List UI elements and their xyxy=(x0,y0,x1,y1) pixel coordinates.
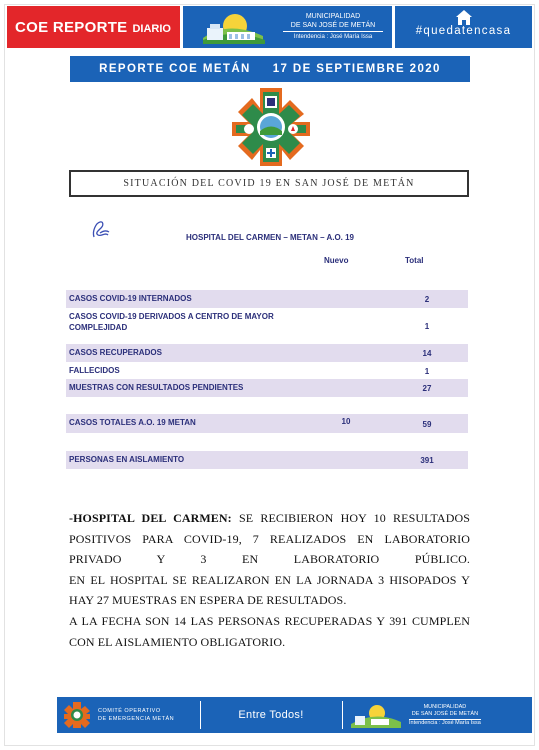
report-title: REPORTE COE METÁN xyxy=(99,63,251,75)
report-title-bar xyxy=(70,56,470,82)
row-total: 14 xyxy=(422,349,432,358)
hashtag-banner xyxy=(395,6,532,48)
footer-muni-line1: MUNICIPALIDAD xyxy=(423,703,467,710)
row-new: 10 xyxy=(341,417,351,426)
coe-emblem-logo xyxy=(230,86,312,168)
hashtag-text: #quedatencasa xyxy=(415,25,512,37)
row-total: 1 xyxy=(424,322,430,331)
row-label: CASOS TOTALES A.O. 19 METAN xyxy=(69,418,196,427)
footer-banner xyxy=(57,697,532,733)
report-date: 17 DE SEPTIEMBRE 2020 xyxy=(272,63,441,75)
row-total: 391 xyxy=(420,456,434,465)
footer-coe-line1: COMITÉ OPERATIVO xyxy=(98,708,161,714)
row-label: CASOS COVID-19 INTERNADOS xyxy=(69,294,192,303)
row-total: 59 xyxy=(422,420,432,429)
body-paragraph-2: EN EL HOSPITAL SE REALIZARON EN LA JORNADA 3 HISOPADOS Y HAY 27 MUESTRAS EN ESPERA DE RESULTADOS. xyxy=(69,572,470,608)
coe-report-banner xyxy=(7,6,180,48)
footer-coe-line2: DE EMERGENCIA METÁN xyxy=(98,716,175,722)
row-total: 27 xyxy=(422,384,432,393)
row-label: MUESTRAS CON RESULTADOS PENDIENTES xyxy=(69,383,244,392)
body-paragraph-3: A LA FECHA SON 14 LAS PERSONAS RECUPERADAS Y 391 CUMPLEN CON EL AISLAMIENTO OBLIGATORIO. xyxy=(69,613,470,649)
table-row xyxy=(66,451,468,469)
footer-slogan: Entre Todos! xyxy=(238,709,304,721)
table-row xyxy=(66,308,468,344)
row-label: CASOS RECUPERADOS xyxy=(69,348,162,357)
body-paragraph-1: SE RECIBIERON HOY 10 RESULTADOS POSITIVOS PARA COVID-19, 7 REALIZADOS EN LABORATORIO PRIVADO Y 3 EN LABORATORIO PÚBLICO. xyxy=(69,511,470,567)
row-total: 2 xyxy=(424,295,430,304)
footer-muni-line3: Intendencia : José María Issa xyxy=(409,719,481,726)
body-lead: -HOSPITAL DEL CARMEN: xyxy=(69,511,232,525)
municipality-logo xyxy=(183,6,283,48)
municipality-name-line1: MUNICIPALIDAD xyxy=(305,13,361,20)
coe-subtitle: DIARIO xyxy=(132,22,171,35)
coe-title: COE REPORTE xyxy=(15,18,128,36)
table-row xyxy=(66,414,468,433)
municipality-banner xyxy=(183,6,392,48)
table-row xyxy=(66,379,468,397)
row-total: 1 xyxy=(424,367,430,376)
row-label: PERSONAS EN AISLAMIENTO xyxy=(69,455,185,464)
hospital-heading: HOSPITAL DEL CARMEN – METAN – A.O. 19 xyxy=(185,233,355,242)
report-body xyxy=(69,508,470,652)
coe-emblem-small-icon xyxy=(63,701,91,729)
row-label: FALLECIDOS xyxy=(69,366,120,375)
municipality-logo-small xyxy=(347,700,405,730)
municipality-intendencia: Intendencia : José María Issa xyxy=(283,31,383,42)
table-row xyxy=(66,362,468,379)
municipality-name-line2: DE SAN JOSÉ DE METÁN xyxy=(290,22,376,29)
table-row xyxy=(66,290,468,308)
column-header-total: Total xyxy=(405,256,424,265)
home-icon xyxy=(455,9,473,26)
footer-divider xyxy=(342,701,343,729)
situation-heading: SITUACIÓN DEL COVID 19 EN SAN JOSÉ DE METÁN xyxy=(69,170,469,197)
table-row xyxy=(66,344,468,362)
column-header-new: Nuevo xyxy=(324,256,349,265)
footer-muni-line2: DE SAN JOSÉ DE METÁN xyxy=(411,710,479,717)
row-label: CASOS COVID-19 DERIVADOS A CENTRO DE MAYOR COMPLEJIDAD xyxy=(69,312,274,332)
